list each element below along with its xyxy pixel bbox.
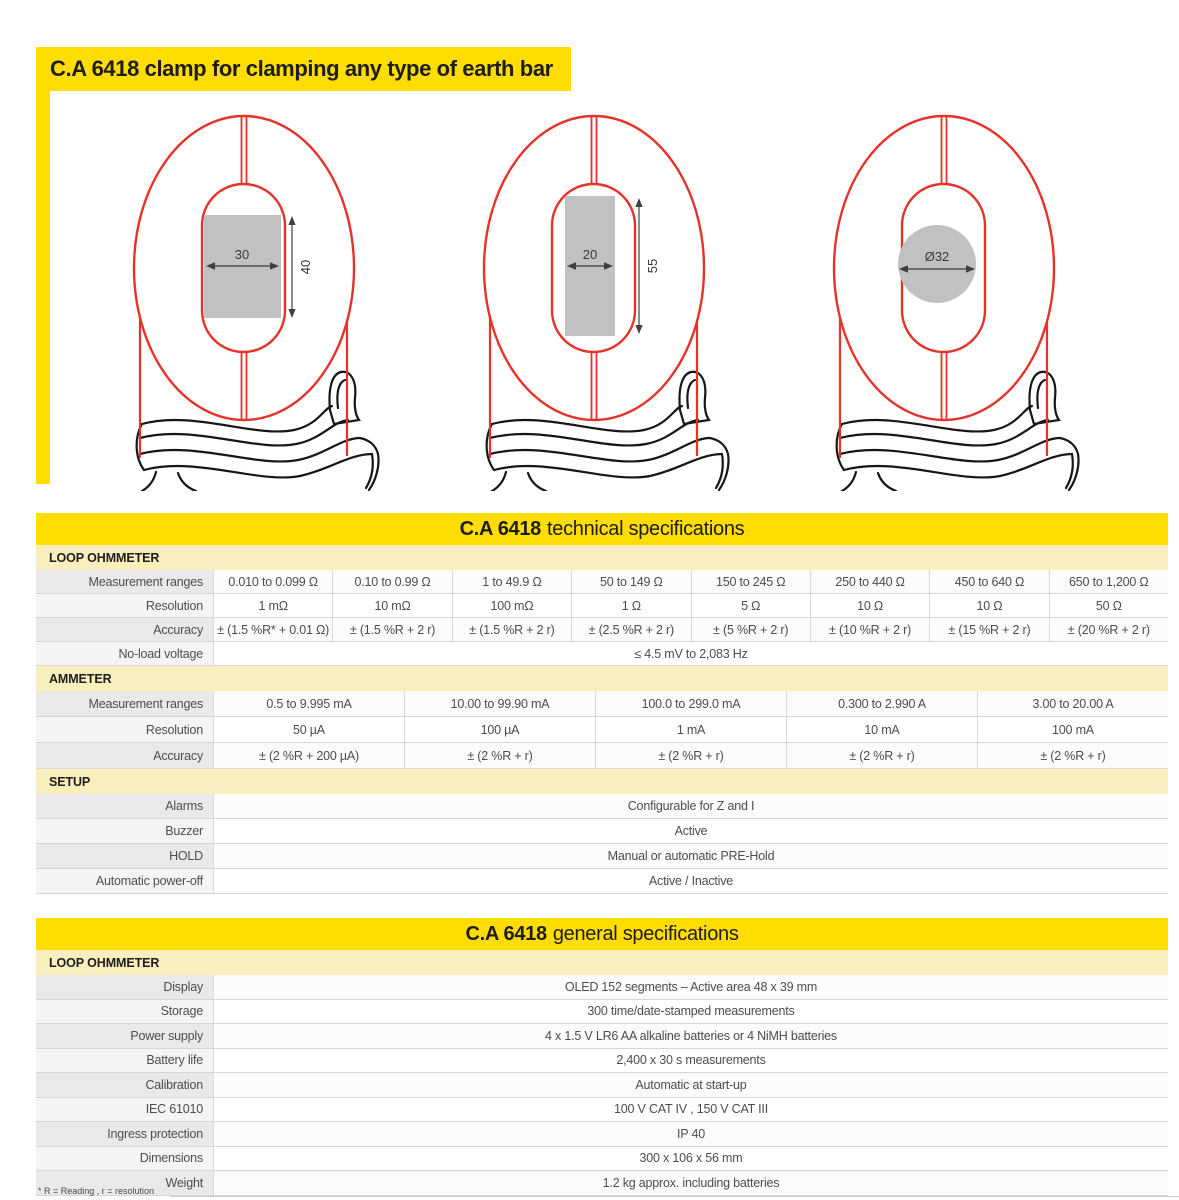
spec-cell: 10 Ω [929,594,1048,617]
section-header: LOOP OHMMETER [36,545,1168,570]
spec-cell: 4 x 1.5 V LR6 AA alkaline batteries or 4 NiMH batteries [213,1024,1168,1048]
spec-cell: 100 µA [404,717,595,742]
spec-cell: ± (5 %R + 2 r) [691,618,810,641]
spec-cell: ± (1.5 %R* + 0.01 Ω) [213,618,332,641]
spec-cell: Active / Inactive [213,869,1168,893]
spec-row [36,594,1168,618]
spec-cell: ± (10 %R + 2 r) [810,618,929,641]
spec-cell: 1 mΩ [213,594,332,617]
spec-cell: 300 x 106 x 56 mm [213,1147,1168,1171]
spec-row-label: Ingress protection [36,1122,213,1146]
spec-row-label: Dimensions [36,1147,213,1171]
spec-row-label: Power supply [36,1024,213,1048]
spec-cell: ± (2 %R + r) [977,743,1168,768]
section-loop [36,545,1168,666]
dimension-label-width: 20 [582,247,598,262]
spec-row [36,743,1168,769]
dimension-label-width: 30 [234,247,250,262]
section-ammeter [36,666,1168,769]
spec-row-label: Weight [36,1171,213,1195]
spec-cell: 5 Ω [691,594,810,617]
spec-cell: 150 to 245 Ω [691,570,810,593]
spec-cell: 1 mA [595,717,786,742]
table-title-text: technical specifications [547,517,745,540]
spec-cell: ± (2 %R + r) [595,743,786,768]
table-title-model: C.A 6418 [459,517,541,540]
spec-row [36,794,1168,819]
spec-cell: ± (2 %R + r) [404,743,595,768]
section-header: LOOP OHMMETER [36,950,1168,975]
spec-row-label: Display [36,975,213,999]
spec-cell: Manual or automatic PRE-Hold [213,844,1168,868]
technical-specifications-table [36,513,1168,894]
spec-cell: 1.2 kg approx. including batteries [213,1171,1168,1195]
spec-cell: 0.10 to 0.99 Ω [332,570,451,593]
table-body [36,545,1168,894]
spec-row-label: Alarms [36,794,213,818]
spec-row [36,717,1168,743]
spec-row [36,1122,1168,1147]
clamp-diagram-rect-30x40 [126,106,388,491]
clamp-diagram-svg [126,106,388,491]
spec-cell: ± (1.5 %R + 2 r) [332,618,451,641]
spec-row [36,1073,1168,1098]
section-header: AMMETER [36,666,1168,691]
spec-cell: ± (2 %R + r) [786,743,977,768]
spec-row-label: Accuracy [36,618,213,641]
table-title [36,918,1168,950]
spec-cell: 10 Ω [810,594,929,617]
spec-row [36,869,1168,894]
spec-cell: 100 V CAT IV , 150 V CAT III [213,1098,1168,1122]
spec-cell: ± (2 %R + 200 µA) [213,743,404,768]
section-general-loop [36,950,1168,1196]
spec-cell: 2,400 x 30 s measurements [213,1049,1168,1073]
spec-row [36,1147,1168,1172]
spec-row-label: Buzzer [36,819,213,843]
spec-cell: 100 mΩ [452,594,571,617]
spec-cell: 10 mΩ [332,594,451,617]
spec-row-label: Resolution [36,717,213,742]
spec-cell: 650 to 1,200 Ω [1049,570,1168,593]
spec-row-label: HOLD [36,844,213,868]
spec-cell: ± (15 %R + 2 r) [929,618,1048,641]
spec-cell: 1 to 49.9 Ω [452,570,571,593]
spec-cell: OLED 152 segments – Active area 48 x 39 mm [213,975,1168,999]
spec-row [36,819,1168,844]
spec-cell: 0.5 to 9.995 mA [213,691,404,716]
spec-cell: 3.00 to 20.00 A [977,691,1168,716]
spec-cell: 300 time/date-stamped measurements [213,1000,1168,1024]
spec-row-label: Measurement ranges [36,691,213,716]
spec-row [36,1000,1168,1025]
section-setup [36,769,1168,894]
spec-cell: 50 to 149 Ω [571,570,690,593]
bar-cross-section [898,225,976,303]
spec-row [36,1171,1168,1196]
spec-row [36,570,1168,594]
spec-row [36,618,1168,642]
spec-row [36,642,1168,666]
spec-cell: Active [213,819,1168,843]
spec-cell: 50 µA [213,717,404,742]
spec-row-label: Battery life [36,1049,213,1073]
spec-row-label: IEC 61010 [36,1098,213,1122]
spec-cell: 0.300 to 2.990 A [786,691,977,716]
spec-cell: 0.010 to 0.099 Ω [213,570,332,593]
spec-row-label: Resolution [36,594,213,617]
spec-cell: ± (1.5 %R + 2 r) [452,618,571,641]
spec-row [36,1098,1168,1123]
dimension-label-height: 40 [298,259,313,275]
spec-cell: 10 mA [786,717,977,742]
clamp-diagram-svg [476,106,738,491]
general-specifications-table [36,918,1168,1196]
spec-row [36,975,1168,1000]
spec-cell: 250 to 440 Ω [810,570,929,593]
spec-cell: ≤ 4.5 mV to 2,083 Hz [213,642,1168,665]
clamp-diagram-circle-32 [826,106,1088,491]
yellow-side-bar [36,47,50,484]
spec-row [36,844,1168,869]
dimension-label-diameter: Ø32 [924,249,950,264]
bottom-divider [170,1196,1179,1197]
table-title-model: C.A 6418 [465,922,547,945]
section-header: SETUP [36,769,1168,794]
dimension-label-height: 55 [645,258,660,274]
banner [36,47,571,91]
spec-row-label: Measurement ranges [36,570,213,593]
spec-cell: ± (20 %R + 2 r) [1049,618,1168,641]
spec-cell: 100 mA [977,717,1168,742]
spec-cell: 100.0 to 299.0 mA [595,691,786,716]
clamp-diagram-svg [826,106,1088,491]
spec-cell: IP 40 [213,1122,1168,1146]
page-title: C.A 6418 clamp for clamping any type of earth bar [50,56,553,81]
spec-row-label: Calibration [36,1073,213,1097]
spec-cell: 50 Ω [1049,594,1168,617]
spec-cell: ± (2.5 %R + 2 r) [571,618,690,641]
spec-row [36,691,1168,717]
spec-row [36,1049,1168,1074]
spec-cell: 10.00 to 99.90 mA [404,691,595,716]
spec-cell: Configurable for Z and I [213,794,1168,818]
footnote: * R = Reading , r = resolution [38,1186,155,1196]
table-body [36,950,1168,1196]
clamp-diagram-rect-20x55 [476,106,738,491]
table-title-text: general specifications [552,922,739,945]
table-title [36,513,1168,545]
spec-cell: 1 Ω [571,594,690,617]
spec-cell: 450 to 640 Ω [929,570,1048,593]
spec-row-label: Accuracy [36,743,213,768]
spec-row-label: No-load voltage [36,642,213,665]
spec-row-label: Automatic power-off [36,869,213,893]
spec-row-label: Storage [36,1000,213,1024]
spec-row [36,1024,1168,1049]
spec-cell: Automatic at start-up [213,1073,1168,1097]
